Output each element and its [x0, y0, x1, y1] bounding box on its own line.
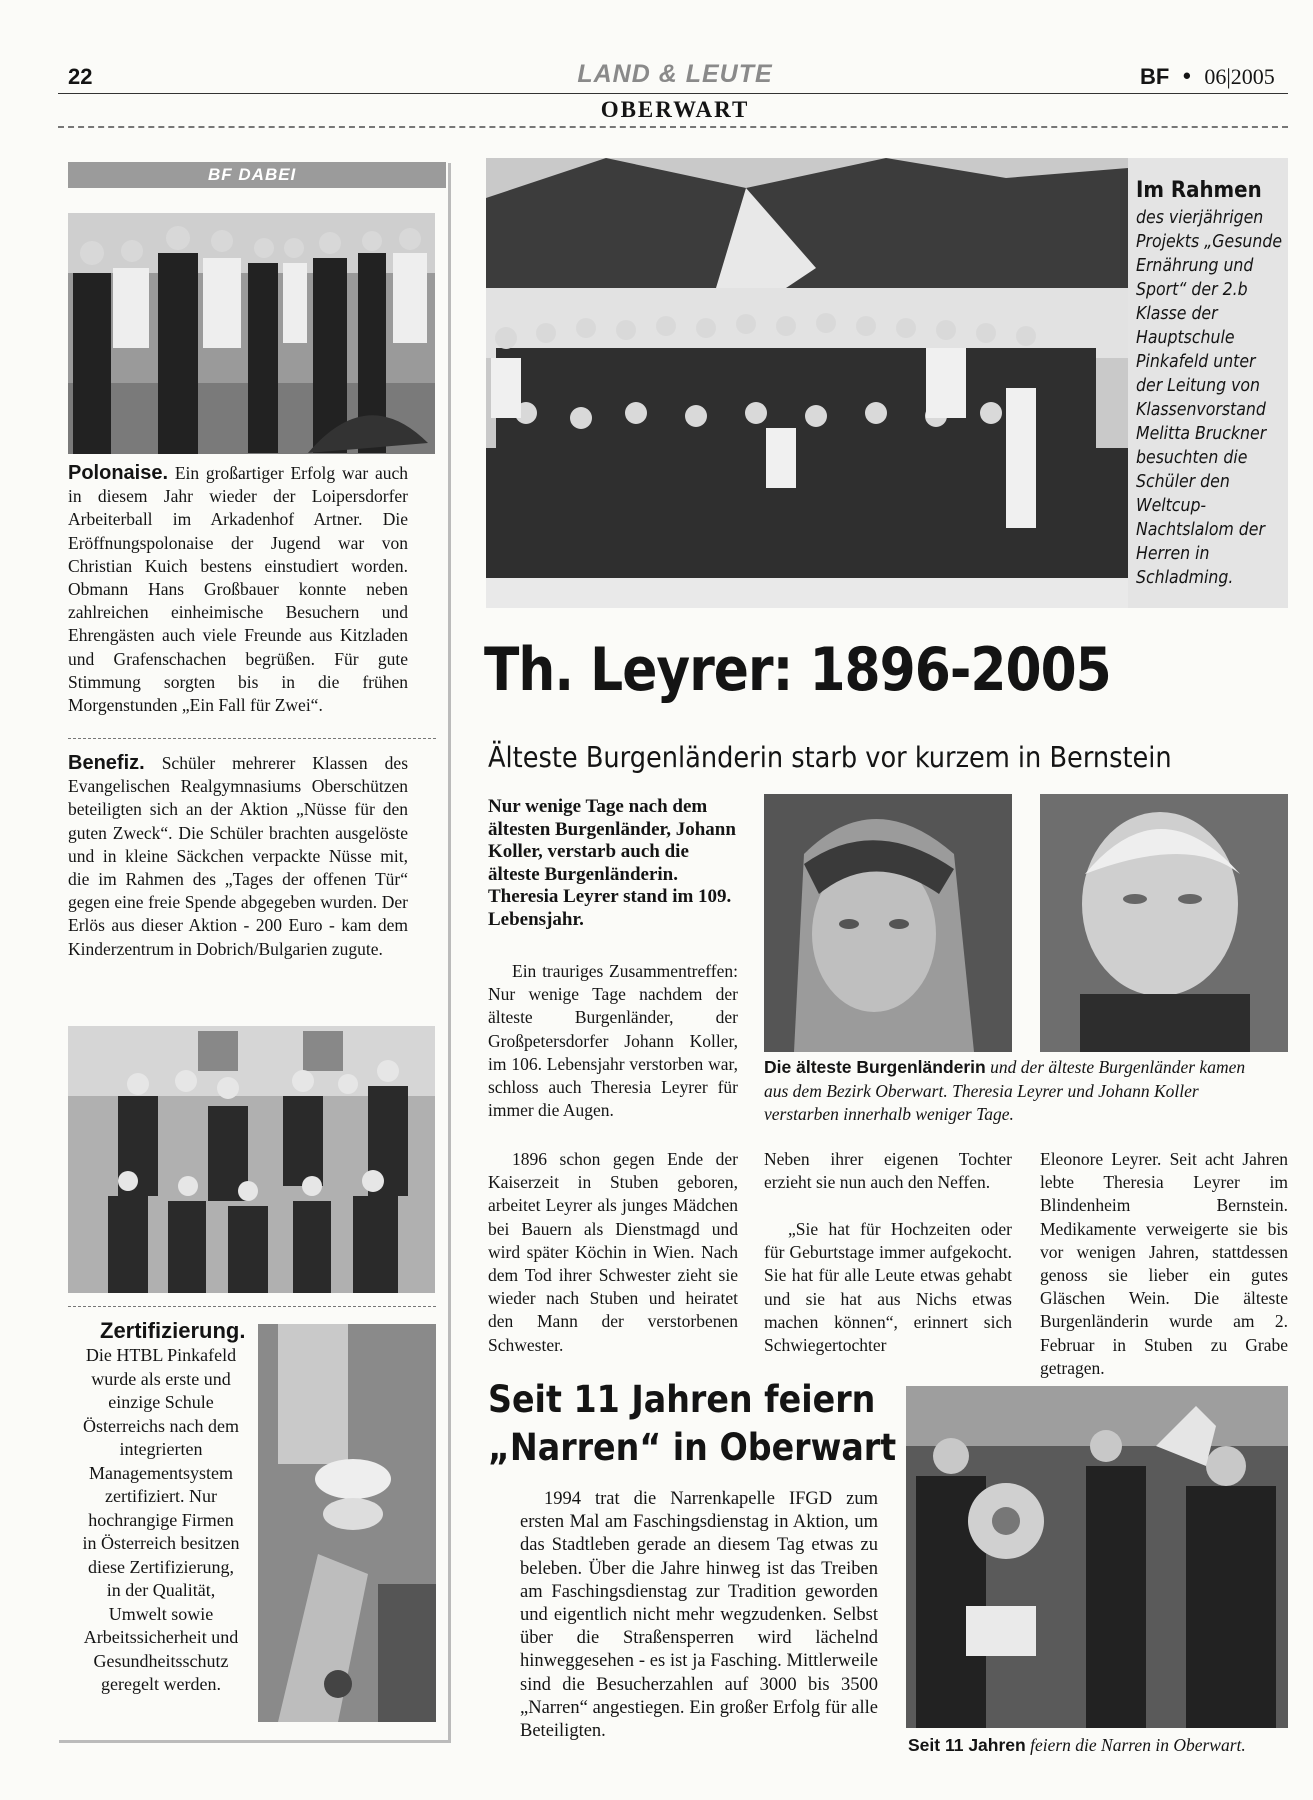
photo-theresia-leyrer [764, 794, 1012, 1052]
photo-ski-group [486, 158, 1128, 608]
main-headline: Th. Leyrer: 1896-2005 [484, 635, 1111, 705]
page-number: 22 [68, 64, 93, 89]
ski-caption-text: des vierjährigen Projekts „Gesunde Ernährung und Sport“ der 2.b Klasse der Hauptschule Pinkafeld unter der Leitung von Klassenvorstand Melitta Bruckner besuchten die Schüler den Weltcup-Nachtslalom der Herren in Schladming. [1136, 208, 1283, 588]
narren-caption-text: feiern die Narren in Oberwart. [1030, 1735, 1246, 1755]
sidebar-divider-1 [68, 738, 436, 739]
header-dash-rule [58, 126, 1288, 128]
sidebar-divider-2 [68, 1306, 436, 1307]
main-subheadline: Älteste Burgenländerin starb vor kurzem in Bernstein [488, 741, 1172, 774]
issue-number: 06|2005 [1204, 64, 1275, 89]
main-lead: Nur wenige Tage nach dem ältesten Burgenländer, Johann Koller, verstarb auch die älteste Burgenländerin. Theresia Leyrer stand im 109. Lebensjahr. [488, 796, 736, 930]
benefiz-block [68, 752, 408, 961]
narren-headline-1: Seit 11 Jahren feiern [488, 1378, 876, 1421]
photo-johann-koller [1040, 794, 1288, 1052]
portrait-caption [764, 1056, 1272, 1127]
main-col1-p2: 1896 schon gegen Ende der Kaiserzeit in Stuben geboren, arbeitet Leyrer als junges Mädchen bei Bauern als Dienstmagd und wird später Köchin in Wien. Nach dem Tod ihrer Schwester zieht sie wieder nach Stuben und heiratet den Mann der verstorbenen Schwester. [488, 1149, 738, 1355]
polonaise-block [68, 462, 408, 717]
section-title: LAND & LEUTE [577, 60, 773, 88]
polonaise-text: Ein großartiger Erfolg war auch in diesem Jahr wieder der Loipersdorfer Arbeiterball im Arkadenhof Artner. Die Eröffnungspolonaise der Jugend war von Christian Kuich bestens einstudiert worden. Obmann Hans Großbauer konnte neben zahlreichen einheimische Besuchern und Ehrengästen auch viele Freunde aus Kitzladen und Grafenschachen begrüßen. Für gute Stimmung sorgten bis in die frühen Morgenstunden „Ein Fall für Zwei“. [68, 463, 408, 716]
separator-dot: • [1180, 65, 1194, 90]
portrait-caption-bold: Die älteste Burgenländerin [764, 1057, 986, 1077]
portrait-caption-text: und der älteste Burgenländer kamen aus dem Bezirk Oberwart. Theresia Leyrer und Johann Koller verstarben innerhalb weniger Tage. [764, 1057, 1246, 1124]
sidebar-banner: BF DABEI [68, 162, 446, 188]
masthead-right [1140, 64, 1275, 90]
main-col3-p1: Eleonore Leyrer. Seit acht Jahren lebte Theresia Leyrer im Blindenheim Bernstein. Medikamente verweigerte sie bis vor wenigen Jahren, stattdessen genoss sie lieber ein gutes Gläschen Wein. Die älteste Burgenländerin wurde am 2. Februar in Stuben zu Grabe getragen. [1040, 1149, 1288, 1378]
main-col2-p2: „Sie hat für Hochzeiten oder für Geburtstage immer aufgekocht. Sie hat für alle Leute etwas gehabt und sie hat aus Nichs etwas machen können“, erinnert sich Schwiegertochter [764, 1219, 1012, 1356]
subsection-title: OBERWART [600, 97, 750, 122]
narren-photo-caption [908, 1734, 1288, 1756]
zertifizierung-title: Zertifizierung. [100, 1318, 246, 1343]
polonaise-title: Polonaise. [68, 462, 169, 484]
photo-polonaise [68, 213, 435, 454]
zertifizierung-text: Die HTBL Pinkafeld wurde als erste und einzige Schule Österreichs nach dem integrierten Managementsystem zertifiziert. Nur hochrangige Firmen in Österreich besitzen diese Zertifizierung, in der Qualität, Umwelt sowie Arbeitssicherheit und Gesundheitsschutz geregelt werden. [82, 1345, 240, 1694]
main-col2-p1: Neben ihrer eigenen Tochter erzieht sie nun auch den Neffen. [764, 1149, 1012, 1193]
photo-zertifizierung [258, 1324, 436, 1722]
ski-caption-title: Im Rahmen [1136, 178, 1262, 203]
photo-benefiz [68, 1026, 435, 1293]
benefiz-title: Benefiz. [68, 752, 145, 774]
benefiz-text: Schüler mehrerer Klassen des Evangelischen Realgymnasiums Oberschützen beteiligten sich an der Aktion „Nüsse für den guten Zweck“. Die Schüler brachten ausgelöste und in kleine Säckchen verpackte Nüsse mit, die im Rahmen des „Tages der offenen Tür“ gegen eine freie Spende abgegeben wurden. Der Erlös aus dieser Aktion - 200 Euro - kam dem Kinderzentrum in Dobrich/Bulgarien zugute. [68, 753, 409, 959]
narren-caption-bold: Seit 11 Jahren [908, 1735, 1026, 1755]
publication-name: BF [1140, 64, 1170, 89]
narren-headline-2: „Narren“ in Oberwart [488, 1426, 897, 1469]
photo-narren [906, 1386, 1288, 1728]
narren-text: 1994 trat die Narrenkapelle IFGD zum ersten Mal am Faschingsdienstag in Aktion, um das Stadtleben gerade an diesem Tag etwas zu beleben. Über die Jahre hinweg ist das Treiben am Faschingsdienstag zur Tradition geworden und eigentlich nicht mehr wegzudenken. Selbst über die Straßensperren wird lächelnd hinweggesehen - es ist ja Fasching. Mittlerweile sind die Besucherzahlen auf 3000 bis 3500 „Narren“ angestiegen. Ein großer Erfolg für alle Beteiligten. [520, 1489, 878, 1742]
main-col1-p1: Ein trauriges Zusammentreffen: Nur wenige Tage nachdem der älteste Burgenländer, der Großpetersdorfer Johann Koller, im 106. Lebensjahr verstorben war, schloss auch Theresia Leyrer für immer die Augen. [488, 961, 738, 1121]
header-rule [58, 93, 1288, 94]
